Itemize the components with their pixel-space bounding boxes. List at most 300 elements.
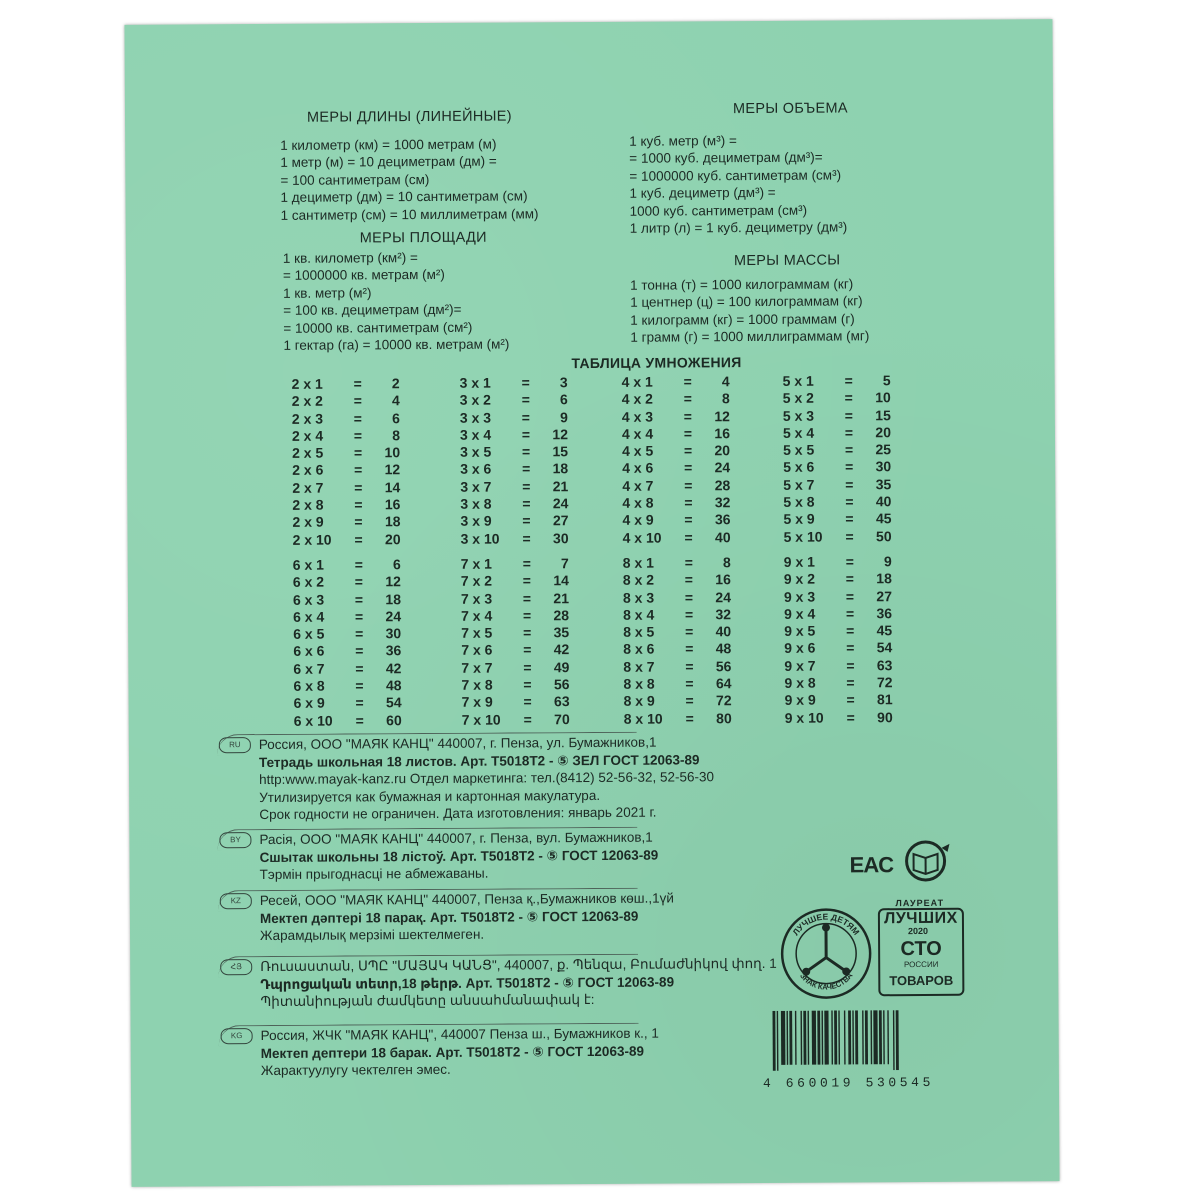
equals-sign: = — [685, 640, 694, 657]
equals-sign: = — [355, 712, 364, 729]
multiplication-expression: 5 x 4 — [782, 424, 815, 441]
length-line: 1 метр (м) = 10 дециметрам (дм) = — [280, 153, 497, 171]
multiplication-row — [623, 658, 731, 676]
equals-sign: = — [522, 572, 532, 589]
multiplication-row — [623, 529, 731, 547]
multiplication-row — [623, 554, 731, 572]
multiplication-row — [460, 426, 568, 444]
multiplication-row — [784, 588, 892, 606]
equals-sign: = — [522, 555, 531, 572]
multiplication-row — [294, 695, 402, 713]
equals-sign: = — [523, 676, 532, 693]
multiplication-expression: 4 x 5 — [622, 442, 654, 460]
volume-line: = 1000 куб. дециметрам (дм³)= — [629, 149, 823, 167]
multiplication-row — [461, 607, 569, 625]
equals-sign: = — [846, 657, 855, 674]
multiplication-row — [292, 375, 400, 393]
barcode-bar — [862, 1010, 864, 1064]
multiplication-column-4 — [622, 373, 731, 547]
mass-line: 1 центнер (ц) = 100 килограммам (кг) — [630, 293, 863, 311]
equals-sign: = — [845, 476, 854, 493]
barcode-bar — [848, 1010, 851, 1064]
multiplication-result: 12 — [552, 426, 569, 443]
equals-sign: = — [683, 442, 693, 459]
multiplication-expression: 5 x 6 — [783, 459, 815, 476]
multiplication-expression: 6 x 2 — [292, 573, 325, 591]
multiplication-result: 6 — [559, 391, 568, 408]
multiplication-expression: 5 x 1 — [782, 372, 814, 389]
multiplication-row — [784, 553, 892, 571]
equals-sign: = — [685, 675, 694, 692]
multiplication-expression: 7 x 6 — [461, 642, 493, 659]
multiplication-result: 81 — [876, 691, 893, 708]
multiplication-expression: 2 x 7 — [292, 479, 324, 496]
imprint-line: Ресей, ООО "МАЯК КАНЦ" 440007, Пенза қ.,Бумажников көш.,1үй — [259, 890, 674, 909]
multiplication-row — [623, 571, 731, 589]
equals-sign: = — [846, 691, 855, 708]
multiplication-result: 24 — [552, 495, 569, 512]
multiplication-expression: 3 x 7 — [460, 478, 492, 495]
multiplication-expression: 4 x 2 — [621, 390, 653, 408]
length-measures — [280, 135, 538, 224]
barcode-bar — [870, 1010, 872, 1064]
barcode-bar — [879, 1010, 882, 1064]
multiplication-row — [462, 711, 570, 729]
multiplication-expression: 4 x 6 — [622, 460, 654, 477]
multiplication-expression: 8 x 9 — [623, 692, 655, 710]
multiplication-result: 8 — [721, 390, 730, 407]
multiplication-result: 24 — [385, 608, 402, 625]
multiplication-expression: 3 x 8 — [460, 495, 492, 512]
laureate-sto: СТО — [900, 937, 942, 961]
multiplication-result: 36 — [385, 642, 402, 659]
multiplication-expression: 4 x 9 — [622, 511, 654, 529]
equals-sign: = — [522, 495, 531, 512]
imprint-line: Расія, ООО "МАЯК КАНЦ" 440007, г. Пенза, вул. Бумажников,1 — [259, 829, 653, 848]
multiplication-result: 49 — [553, 658, 570, 676]
multiplication-result: 20 — [384, 530, 401, 547]
multiplication-row — [622, 477, 730, 495]
equals-sign: = — [522, 589, 532, 607]
barcode-bar — [831, 1011, 833, 1065]
multiplication-result: 63 — [553, 693, 570, 710]
multiplication-row — [784, 528, 892, 546]
equals-sign: = — [354, 479, 363, 496]
imprint-line: Срок годности не ограничен. Дата изготовления: январь 2021 г. — [259, 804, 657, 823]
multiplication-result: 28 — [553, 607, 570, 624]
imprint-line: http:www.mayak-kanz.ru Отдел маркетинга: тел.(8412) 52-56-32, 52-56-30 — [259, 769, 715, 788]
multiplication-expression: 8 x 4 — [623, 606, 655, 623]
multiplication-result: 12 — [385, 573, 401, 590]
equals-sign: = — [354, 556, 363, 573]
multiplication-row — [460, 391, 568, 409]
barcode-bar — [795, 1011, 797, 1065]
imprint-divider — [217, 732, 637, 756]
country-code-badge: KG — [221, 1028, 253, 1044]
multiplication-result: 30 — [552, 529, 569, 546]
laureate-goods: ТОВАРОВ — [889, 972, 954, 989]
multiplication-row — [622, 425, 730, 443]
multiplication-expression: 6 x 4 — [293, 608, 325, 625]
equals-sign: = — [683, 373, 692, 390]
multiplication-result: 36 — [714, 511, 731, 528]
length-line: 1 дециметр (дм) = 10 сантиметрам (см) — [280, 188, 528, 206]
area-line: = 100 кв. дециметрам (дм²)= — [283, 302, 462, 319]
multiplication-expression: 6 x 3 — [292, 591, 325, 608]
multiplication-row — [784, 622, 892, 640]
multiplication-row — [783, 372, 891, 390]
equals-sign: = — [523, 693, 532, 710]
equals-sign: = — [684, 511, 693, 528]
multiplication-expression: 7 x 9 — [461, 693, 493, 711]
laureate-year: 2020 — [907, 925, 929, 937]
barcode-bar — [834, 1011, 837, 1065]
multiplication-row — [623, 641, 731, 659]
multiplication-expression: 9 x 2 — [783, 570, 816, 588]
multiplication-result: 35 — [875, 475, 892, 493]
country-code-badge: KZ — [220, 893, 252, 909]
equals-sign: = — [684, 571, 694, 588]
equals-sign: = — [684, 588, 694, 606]
equals-sign: = — [353, 409, 363, 427]
mass-line: 1 килограмм (кг) = 1000 граммам (г) — [630, 311, 855, 328]
multiplication-result: 72 — [876, 674, 893, 691]
multiplication-expression: 4 x 10 — [622, 529, 662, 546]
country-code-badge: ՀՅ — [220, 959, 252, 975]
multiplication-row — [293, 556, 401, 574]
multiplication-result: 5 — [882, 372, 891, 389]
imprint-հյ — [220, 955, 777, 1011]
country-code-badge: RU — [219, 737, 251, 753]
multiplication-result: 16 — [384, 496, 401, 513]
multiplication-result: 32 — [714, 494, 731, 511]
multiplication-expression: 7 x 1 — [460, 555, 492, 572]
multiplication-row — [461, 642, 569, 660]
equals-sign: = — [522, 607, 532, 624]
multiplication-column-7 — [461, 555, 570, 729]
multiplication-result: 8 — [722, 554, 731, 571]
multiplication-expression: 9 x 8 — [784, 674, 816, 691]
multiplication-result: 50 — [875, 527, 892, 544]
multiplication-row — [462, 694, 570, 712]
multiplication-row — [292, 427, 400, 445]
multiplication-row — [461, 624, 569, 642]
barcode-bar — [821, 1011, 823, 1065]
multiplication-row — [624, 693, 732, 711]
multiplication-result: 27 — [876, 587, 893, 604]
country-code-badge: BY — [219, 832, 251, 848]
equals-sign: = — [683, 390, 692, 407]
multiplication-expression: 4 x 3 — [621, 408, 654, 425]
barcode-bar — [786, 1011, 788, 1065]
imprint-divider — [217, 827, 637, 851]
multiplication-row — [623, 675, 731, 693]
quality-mark-icon — [778, 905, 875, 1002]
multiplication-expression: 3 x 6 — [460, 461, 492, 478]
multiplication-row — [784, 657, 892, 675]
barcode-digits: 4 660019 530545 — [762, 1074, 935, 1091]
equals-sign: = — [683, 425, 693, 442]
multiplication-expression: 4 x 7 — [622, 477, 654, 494]
multiplication-result: 90 — [877, 708, 893, 725]
multiplication-expression: 5 x 5 — [783, 441, 815, 459]
barcode-bar — [844, 1010, 846, 1064]
multiplication-expression: 6 x 9 — [293, 695, 325, 712]
multiplication-result: 4 — [391, 392, 400, 409]
multiplication-result: 40 — [875, 493, 892, 510]
multiplication-result: 4 — [721, 373, 730, 390]
multiplication-row — [783, 441, 891, 459]
multiplication-title: ТАБЛИЦА УМНОЖЕНИЯ — [571, 354, 742, 372]
multiplication-expression: 3 x 5 — [460, 443, 492, 460]
equals-sign: = — [844, 424, 854, 441]
equals-sign: = — [521, 374, 530, 391]
multiplication-row — [293, 573, 401, 591]
multiplication-result: 36 — [876, 605, 893, 622]
multiplication-row — [460, 495, 568, 513]
multiplication-row — [623, 623, 731, 641]
multiplication-row — [293, 531, 401, 549]
equals-sign: = — [354, 573, 364, 590]
imprint-line: Россия, ООО "МАЯК КАНЦ" 440007, г. Пенза, ул. Бумажников,1 — [258, 734, 657, 753]
equals-sign: = — [522, 478, 531, 495]
multiplication-row — [292, 462, 400, 480]
multiplication-row — [292, 410, 400, 428]
multiplication-row — [783, 389, 891, 407]
equals-sign: = — [685, 710, 694, 727]
equals-sign: = — [684, 477, 693, 494]
multiplication-result: 25 — [875, 441, 892, 458]
multiplication-result: 60 — [386, 711, 402, 728]
equals-sign: = — [685, 623, 694, 640]
multiplication-expression: 8 x 2 — [622, 571, 655, 589]
multiplication-column-8 — [623, 554, 732, 728]
barcode — [768, 1010, 978, 1071]
multiplication-row — [624, 710, 732, 728]
multiplication-row — [461, 530, 569, 548]
multiplication-row — [460, 478, 568, 496]
multiplication-result: 21 — [552, 477, 569, 495]
multiplication-row — [293, 677, 401, 695]
multiplication-column-3 — [460, 374, 569, 548]
equals-sign: = — [844, 389, 853, 406]
multiplication-row — [292, 392, 400, 410]
imprint-line: Тетрадь школьная 18 листов. Арт. Т5018Т2 - ⑤ ЗЕЛ ГОСТ 12063-89 — [258, 751, 700, 770]
multiplication-row — [292, 444, 400, 462]
mass-line: 1 грамм (г) = 1000 миллиграммам (мг) — [630, 328, 870, 345]
multiplication-expression: 5 x 10 — [783, 528, 823, 545]
equals-sign: = — [523, 641, 532, 658]
multiplication-row — [785, 709, 893, 727]
barcode-bar — [855, 1010, 858, 1064]
equals-sign: = — [355, 694, 364, 711]
multiplication-expression: 7 x 10 — [461, 711, 501, 728]
multiplication-expression: 9 x 10 — [784, 709, 824, 726]
multiplication-row — [460, 374, 568, 392]
multiplication-expression: 6 x 6 — [293, 643, 325, 660]
multiplication-expression: 8 x 5 — [623, 623, 655, 640]
multiplication-expression: 9 x 1 — [783, 553, 815, 570]
mass-title: МЕРЫ МАССЫ — [733, 252, 841, 270]
multiplication-expression: 3 x 9 — [460, 512, 492, 530]
barcode-bar — [838, 1010, 840, 1064]
multiplication-result: 18 — [876, 570, 892, 587]
multiplication-expression: 6 x 8 — [293, 677, 325, 694]
multiplication-expression: 7 x 7 — [461, 659, 493, 676]
area-measures — [283, 249, 510, 355]
equals-sign: = — [353, 375, 362, 392]
multiplication-row — [293, 643, 401, 661]
multiplication-row — [292, 479, 400, 497]
multiplication-row — [784, 605, 892, 623]
imprint-line: Тэрмін прыгоднасці не абмежаваны. — [259, 865, 489, 883]
multiplication-expression: 4 x 8 — [622, 494, 654, 511]
multiplication-expression: 6 x 1 — [292, 556, 324, 573]
imprint-by — [219, 829, 658, 884]
multiplication-result: 3 — [559, 374, 568, 391]
laureate-label: ЛАУРЕАТ — [895, 897, 945, 909]
mass-measures — [630, 275, 869, 346]
multiplication-result: 18 — [385, 590, 402, 607]
equals-sign: = — [844, 406, 853, 424]
multiplication-expression: 2 x 3 — [291, 410, 324, 427]
volume-title: МЕРЫ ОБЪЕМА — [732, 100, 848, 118]
volume-line: 1 куб. метр (м³) = — [629, 133, 737, 149]
multiplication-result: 16 — [715, 571, 731, 588]
multiplication-row — [293, 660, 401, 678]
barcode-bar — [807, 1011, 809, 1065]
multiplication-expression: 8 x 7 — [623, 658, 655, 675]
barcode-bar — [873, 1010, 878, 1064]
equals-sign: = — [845, 510, 854, 527]
equals-sign: = — [523, 624, 532, 641]
imprint-line: Сшытак школьны 18 лістоў. Арт. Т5018Т2 - ⑤ ГОСТ 12063-89 — [259, 847, 659, 865]
multiplication-result: 12 — [384, 461, 401, 478]
multiplication-row — [622, 390, 730, 408]
multiplication-row — [622, 408, 730, 426]
multiplication-row — [783, 407, 891, 425]
multiplication-expression: 2 x 10 — [292, 531, 332, 548]
multiplication-expression: 9 x 5 — [784, 622, 816, 640]
multiplication-row — [461, 659, 569, 677]
imprint-line: Утилизируется как бумажная и картонная макулатура. — [259, 787, 601, 805]
multiplication-result: 64 — [715, 675, 732, 692]
multiplication-expression: 9 x 6 — [784, 640, 816, 657]
equals-sign: = — [354, 496, 363, 513]
length-title: МЕРЫ ДЛИНЫ (ЛИНЕЙНЫЕ) — [306, 108, 512, 126]
multiplication-expression: 7 x 4 — [461, 607, 493, 624]
multiplication-result: 42 — [553, 641, 570, 658]
multiplication-result: 21 — [553, 589, 570, 606]
multiplication-row — [292, 496, 400, 514]
multiplication-result: 40 — [714, 528, 731, 545]
multiplication-expression: 4 x 4 — [621, 425, 654, 442]
equals-sign: = — [354, 608, 364, 625]
volume-line: 1000 куб. сантиметрам (см³) — [629, 202, 808, 219]
equals-sign: = — [685, 692, 694, 709]
multiplication-result: 7 — [560, 555, 569, 572]
multiplication-row — [622, 460, 730, 478]
equals-sign: = — [521, 408, 531, 426]
equals-sign: = — [353, 427, 363, 444]
equals-sign: = — [354, 513, 363, 530]
multiplication-result: 6 — [392, 556, 401, 573]
multiplication-result: 48 — [715, 640, 732, 657]
multiplication-expression: 3 x 10 — [460, 530, 500, 547]
multiplication-result: 12 — [714, 407, 730, 424]
multiplication-column-2 — [292, 375, 401, 549]
equals-sign: = — [353, 444, 363, 461]
barcode-bar — [865, 1010, 868, 1064]
equals-sign: = — [845, 528, 854, 545]
multiplication-expression: 9 x 3 — [783, 588, 816, 605]
multiplication-row — [623, 589, 731, 607]
equals-sign: = — [522, 460, 531, 477]
multiplication-row — [783, 424, 891, 442]
equals-sign: = — [684, 494, 693, 511]
multiplication-row — [785, 692, 893, 710]
multiplication-result: 32 — [715, 606, 732, 623]
laureate-russia: РОССИИ — [903, 959, 939, 970]
multiplication-row — [784, 674, 892, 692]
multiplication-result: 15 — [552, 443, 569, 460]
multiplication-result: 63 — [876, 656, 893, 674]
multiplication-row — [784, 640, 892, 658]
multiplication-row — [784, 570, 892, 588]
multiplication-expression: 8 x 1 — [622, 554, 654, 571]
area-line: 1 гектар (га) = 10000 кв. метрам (м²) — [283, 336, 510, 353]
equals-sign: = — [846, 674, 855, 691]
imprint-kg — [221, 1025, 660, 1080]
area-line: 1 кв. километр (км²) = — [282, 250, 418, 266]
volume-line: 1 литр (л) = 1 куб. дециметру (дм³) — [629, 219, 848, 236]
multiplication-expression: 8 x 6 — [623, 641, 655, 658]
equals-sign: = — [684, 529, 693, 546]
multiplication-result: 56 — [715, 657, 732, 675]
multiplication-result: 35 — [553, 624, 570, 641]
imprint-divider — [219, 1023, 639, 1047]
imprint-line: Мектеп дептери 18 барак. Арт. Т5018Т2 - ⑤ ГОСТ 12063-89 — [260, 1043, 644, 1061]
multiplication-expression: 8 x 10 — [623, 710, 663, 727]
multiplication-row — [622, 373, 730, 391]
multiplication-result: 16 — [714, 425, 731, 442]
barcode-bar — [824, 1011, 829, 1065]
multiplication-result: 42 — [385, 659, 402, 677]
barcode-bar — [883, 1010, 885, 1064]
multiplication-result: 18 — [552, 460, 569, 477]
multiplication-row — [461, 676, 569, 694]
multiplication-expression: 6 x 7 — [293, 660, 325, 677]
multiplication-result: 8 — [392, 427, 401, 444]
multiplication-row — [461, 590, 569, 608]
multiplication-result: 24 — [714, 459, 731, 476]
barcode-bar — [777, 1011, 779, 1071]
multiplication-expression: 3 x 1 — [459, 374, 491, 391]
imprint-kz — [220, 890, 674, 946]
equals-sign: = — [354, 531, 363, 548]
multiplication-row — [293, 608, 401, 626]
equals-sign: = — [355, 660, 364, 677]
multiplication-row — [294, 712, 402, 730]
multiplication-row — [622, 442, 730, 460]
multiplication-expression: 8 x 8 — [623, 675, 655, 692]
notebook-cover — [124, 19, 1059, 1187]
multiplication-result: 70 — [554, 710, 570, 727]
multiplication-result: 56 — [553, 676, 570, 693]
multiplication-result: 45 — [875, 510, 892, 527]
multiplication-expression: 2 x 5 — [292, 444, 324, 462]
multiplication-result: 20 — [714, 442, 731, 459]
